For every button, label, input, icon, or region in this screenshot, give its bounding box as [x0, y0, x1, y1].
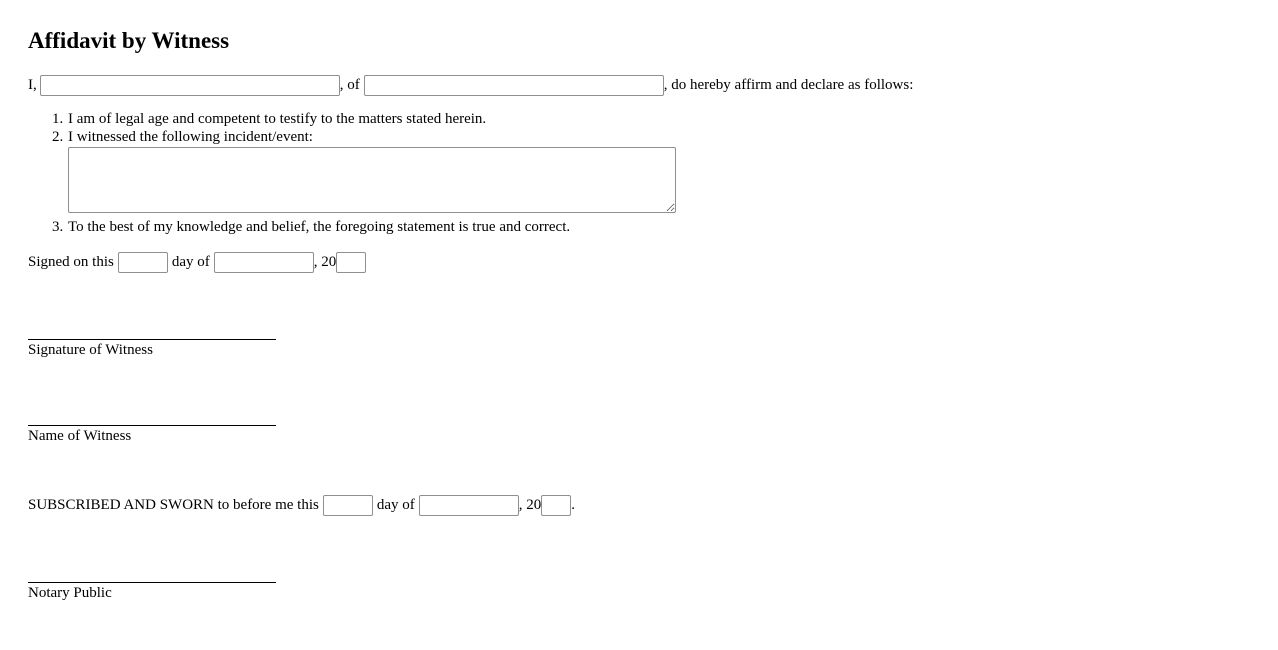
statement-number: 2. [52, 129, 64, 145]
sworn-day-of-text: day of [376, 496, 415, 513]
incident-description-textarea[interactable] [68, 147, 676, 213]
signature-line [28, 339, 276, 340]
statement-list [28, 110, 676, 236]
declaration-line [28, 74, 913, 96]
signed-prefix: Signed on this [28, 253, 114, 270]
list-item [52, 218, 676, 236]
name-label: Name of Witness [28, 428, 132, 444]
signed-month-input[interactable] [214, 252, 314, 273]
signed-day-input[interactable] [118, 252, 168, 273]
page-title: Affidavit by Witness [28, 28, 230, 53]
statement-number: 1. [52, 111, 64, 127]
witness-address-input[interactable] [364, 75, 664, 96]
name-line [28, 425, 276, 426]
statement-number: 3. [52, 219, 64, 235]
list-item [52, 128, 676, 213]
signed-year-input[interactable] [336, 252, 366, 273]
sworn-year-prefix: , 20 [518, 496, 542, 513]
notary-label: Notary Public [28, 585, 112, 601]
notary-line [28, 582, 276, 583]
signed-year-prefix: , 20 [313, 253, 337, 270]
witness-name-input[interactable] [40, 75, 340, 96]
declaration-prefix: I, [28, 76, 37, 93]
sworn-suffix: . [571, 496, 575, 513]
declaration-suffix: , do hereby affirm and declare as follows: [663, 76, 914, 93]
statement-text: I witnessed the following incident/event: [68, 129, 313, 145]
sworn-date-line [28, 494, 575, 516]
list-item [52, 110, 676, 128]
statement-text: To the best of my knowledge and belief, the foregoing statement is true and correct. [68, 219, 571, 235]
sworn-prefix: SUBSCRIBED AND SWORN to before me this [28, 496, 319, 513]
declaration-of-text: , of [339, 76, 360, 93]
sworn-month-input[interactable] [419, 495, 519, 516]
signed-day-of-text: day of [171, 253, 210, 270]
statement-text: I am of legal age and competent to testify to the matters stated herein. [68, 111, 487, 127]
signature-label: Signature of Witness [28, 342, 153, 358]
signed-date-line [28, 251, 366, 273]
sworn-year-input[interactable] [541, 495, 571, 516]
sworn-day-input[interactable] [323, 495, 373, 516]
